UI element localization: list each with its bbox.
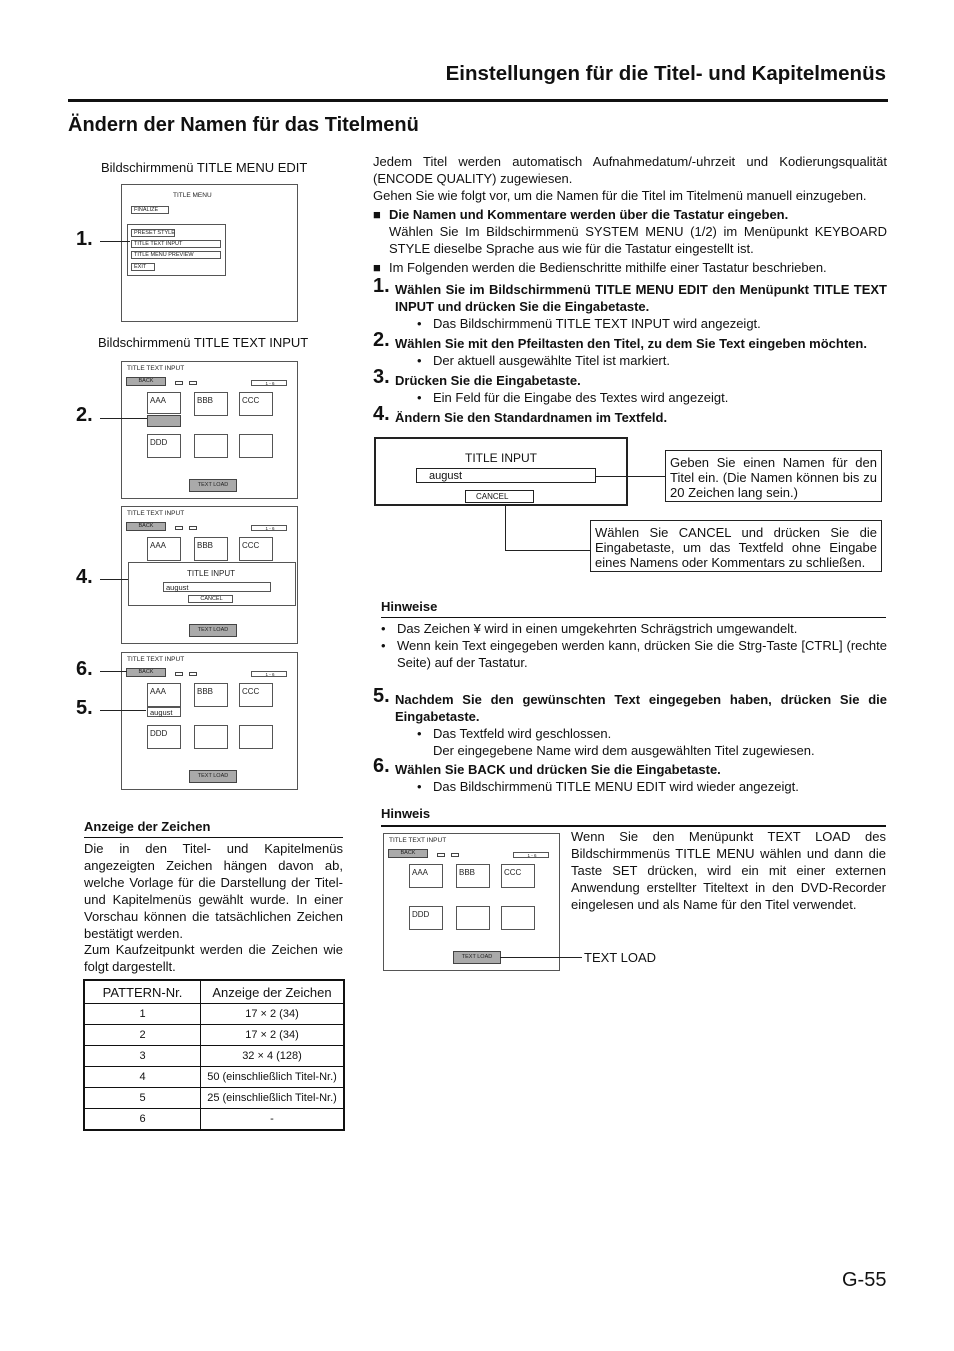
- table-cell: 5: [84, 1088, 201, 1109]
- screen-title: TITLE TEXT INPUT: [127, 656, 185, 663]
- hinweise-heading: Hinweise: [381, 599, 438, 614]
- step-sub: • Ein Feld für die Eingabe des Textes wird angezeigt.: [417, 390, 729, 405]
- step-number: 6.: [373, 755, 390, 777]
- finalize-item: FINALIZE: [131, 206, 169, 214]
- step-number: 4.: [373, 403, 390, 425]
- square-bullet-icon: ■: [373, 260, 381, 275]
- leader-line: [100, 671, 127, 672]
- back-button: BACK: [126, 377, 166, 386]
- table-cell: 25 (einschließlich Titel-Nr.): [201, 1088, 345, 1109]
- step-label-5: 5.: [76, 697, 93, 719]
- step-text: Nachdem Sie den gewünschten Text eingegeben haben, drücken Sie die Eingabetaste.: [395, 692, 887, 724]
- leader-line: [505, 550, 590, 551]
- icon: [189, 381, 197, 385]
- table-cell: 2: [84, 1025, 201, 1046]
- menu-list: [127, 224, 226, 276]
- text-load-button: TEXT LOAD: [189, 624, 237, 637]
- bullet-text: Im Folgenden werden die Bedienschritte mithilfe einer Tastatur beschrieben.: [389, 260, 827, 275]
- hinweis-item: • Wenn kein Text eingegeben werden kann, drücken Sie die Strg-Taste [CTRL] (rechte Seite) auf der Tastatur.: [381, 638, 887, 670]
- callout-cancel: Wählen Sie CANCEL und drücken Sie die Eingabetaste, um das Textfeld ohne Eingabe eines Namens oder Kommentars zu schließen.: [590, 520, 882, 572]
- icon: [437, 853, 445, 857]
- screen-title-text-input-5: [121, 652, 298, 790]
- leader-line: [500, 957, 582, 958]
- empty-cell: [501, 906, 535, 930]
- screen-title: TITLE TEXT INPUT: [127, 510, 185, 517]
- step-number: 5.: [373, 685, 390, 707]
- menu-item: EXIT: [131, 263, 155, 271]
- menu-item: TITLE TEXT INPUT: [131, 240, 221, 248]
- title-cell: AAA: [147, 537, 181, 561]
- hinweis-rule: [381, 825, 886, 827]
- title-cell: BBB: [456, 864, 490, 888]
- hinweis-heading: Hinweis: [381, 806, 431, 821]
- table-cell: 3: [84, 1046, 201, 1067]
- title-cell: AAA: [409, 864, 443, 888]
- title-name-field: august: [147, 707, 181, 717]
- chars-heading: Anzeige der Zeichen: [84, 819, 211, 834]
- title-cell: CCC: [239, 392, 273, 416]
- title-cell: BBB: [194, 537, 228, 561]
- leader-line: [596, 476, 665, 477]
- leader-line: [100, 710, 146, 711]
- title-cell: DDD: [147, 725, 181, 749]
- text-load-label: TEXT LOAD: [584, 950, 657, 965]
- diagram-title: TITLE INPUT: [464, 451, 537, 465]
- step-text: Ändern Sie den Standardnamen im Textfeld.: [395, 410, 668, 425]
- step-sub: • Das Bildschirmmenü TITLE MENU EDIT wird wieder angezeigt.: [417, 779, 799, 794]
- callout-name: Geben Sie einen Namen für den Titel ein. (Die Namen können bis zu 20 Zeichen lang sein.): [665, 450, 882, 502]
- empty-cell: [194, 725, 228, 749]
- table-row: [84, 1067, 344, 1088]
- step-label-4: 4.: [76, 566, 93, 588]
- header-rule: [68, 99, 888, 102]
- screen-text-load: [383, 833, 560, 971]
- empty-cell: [194, 434, 228, 458]
- step-text: Wählen Sie mit den Pfeiltasten den Titel, zu dem Sie Text eingeben möchten.: [395, 336, 867, 351]
- page-indicator: 1 - 6: [513, 852, 549, 858]
- table-cell: 1: [84, 1004, 201, 1025]
- icon: [189, 526, 197, 530]
- table-row: [84, 1004, 344, 1025]
- icon: [451, 853, 459, 857]
- leader-line: [100, 418, 147, 419]
- hinweis-text: Wenn Sie den Menüpunkt TEXT LOAD des Bildschirmmenüs TITLE MENU wählen und dann die Taste SET drücken, wird ein mit einer externen Anwendung erstellter Titeltext in den DVD-Recorder eingelesen und als Name für den Titel verwendet.: [571, 829, 886, 912]
- table-cell: -: [201, 1109, 345, 1131]
- table-row: [84, 1025, 344, 1046]
- empty-cell: [456, 906, 490, 930]
- screen-title: TITLE TEXT INPUT: [127, 365, 185, 372]
- intro-paragraph-2: Gehen Sie wie folgt vor, um die Namen für die Titel im Titelmenü manuell einzugeben.: [373, 188, 867, 203]
- step-label-2: 2.: [76, 404, 93, 426]
- page-number: G-55: [842, 1269, 887, 1291]
- table-cell: 4: [84, 1067, 201, 1088]
- step-sub: • Das Bildschirmmenü TITLE TEXT INPUT wird angezeigt.: [417, 316, 761, 331]
- table-row: [84, 1109, 344, 1131]
- icon: [175, 672, 183, 676]
- title-input-field: august: [416, 468, 596, 483]
- step-text: Wählen Sie BACK und drücken Sie die Eingabetaste.: [395, 762, 721, 777]
- bullet-steps-intro: [373, 259, 887, 276]
- title-cell: AAA: [147, 683, 181, 707]
- title-cell: BBB: [194, 683, 228, 707]
- empty-cell: [239, 725, 273, 749]
- bullet-bold: Die Namen und Kommentare werden über die Tastatur eingeben.: [389, 207, 789, 222]
- icon: [175, 381, 183, 385]
- step-sub: • Das Textfeld wird geschlossen. Der eingegebene Name wird dem ausgewählten Titel zugewiesen.: [417, 726, 815, 758]
- square-bullet-icon: ■: [373, 207, 381, 222]
- menu-item: TITLE MENU PREVIEW: [131, 251, 221, 259]
- cancel-button: CANCEL: [465, 490, 534, 503]
- bullet-text: Wählen Sie Im Bildschirmmenü SYSTEM MENU (1/2) im Menüpunkt KEYBOARD STYLE dieselbe Sprache aus wie für die Tastatur eingestellt ist.: [389, 224, 887, 256]
- text-load-button: TEXT LOAD: [189, 770, 237, 783]
- table-row: [84, 1046, 344, 1067]
- page-indicator: 1 - 6: [251, 671, 287, 677]
- leader-line: [505, 505, 506, 550]
- table-header: PATTERN-Nr.: [84, 980, 201, 1004]
- intro-paragraph-1: Jedem Titel werden automatisch Aufnahmedatum/-uhrzeit und Kodierungsqualität (ENCODE QUALITY) zugewiesen.: [373, 154, 887, 186]
- selection-bar: [147, 415, 181, 427]
- page-indicator: 1 - 6: [251, 525, 287, 531]
- caption-title-text-input: Bildschirmmenü TITLE TEXT INPUT: [98, 335, 309, 350]
- text-load-button: TEXT LOAD: [453, 951, 501, 964]
- page-indicator: 1 - 6: [251, 380, 287, 386]
- cancel-button: CANCEL: [188, 595, 233, 603]
- title-input-field: august: [163, 582, 271, 592]
- chars-text: Die in den Titel- und Kapitelmenüs angezeigten Zeichen hängen davon ab, welche Vorlage für die Darstellung der Titel- und Kapitelmenüs gewählt wurde. In einer Vorschau können die tatsächlichen Zeichen bestätigt werden.: [84, 841, 343, 941]
- title-cell: CCC: [501, 864, 535, 888]
- chapter-header: Einstellungen für die Titel- und Kapitelmenüs: [445, 62, 886, 85]
- step-text: Drücken Sie die Eingabetaste.: [395, 373, 581, 388]
- table-cell: 50 (einschließlich Titel-Nr.): [201, 1067, 345, 1088]
- table-row: [84, 1088, 344, 1109]
- title-cell: DDD: [409, 906, 443, 930]
- section-title: Ändern der Namen für das Titelmenü: [68, 114, 419, 136]
- table-header-row: [84, 980, 344, 1004]
- caption-title-menu-edit: Bildschirmmenü TITLE MENU EDIT: [101, 160, 308, 175]
- hinweise-rule: [381, 617, 886, 618]
- table-cell: 6: [84, 1109, 201, 1131]
- leader-line: [100, 241, 130, 242]
- pattern-table: [83, 979, 345, 1131]
- step-text: Wählen Sie im Bildschirmmenü TITLE MENU EDIT den Menüpunkt TITLE TEXT INPUT und drücken Sie die Eingabetaste.: [395, 282, 887, 314]
- step-label-1: 1.: [76, 228, 93, 250]
- icon: [189, 672, 197, 676]
- title-cell: BBB: [194, 392, 228, 416]
- icon: [175, 526, 183, 530]
- chars-text-2: Zum Kaufzeitpunkt werden die Zeichen wie folgt dargestellt.: [84, 942, 343, 974]
- table-cell: 17 × 2 (34): [201, 1004, 345, 1025]
- text-load-button: TEXT LOAD: [189, 479, 237, 492]
- step-sub: • Der aktuell ausgewählte Titel ist markiert.: [417, 353, 670, 368]
- menu-item: PRESET STYLE: [131, 229, 175, 237]
- step-number: 2.: [373, 329, 390, 351]
- chars-heading-rule: [84, 837, 343, 838]
- title-cell: CCC: [239, 683, 273, 707]
- title-input-popup: [128, 562, 296, 606]
- title-input-diagram: [374, 437, 628, 506]
- screen-title-menu-edit: [121, 184, 298, 322]
- step-number: 3.: [373, 366, 390, 388]
- table-header: Anzeige der Zeichen: [201, 980, 345, 1004]
- hinweis-item: • Das Zeichen ¥ wird in einen umgekehrten Schrägstrich umgewandelt.: [381, 621, 798, 636]
- title-cell: CCC: [239, 537, 273, 561]
- step-label-6: 6.: [76, 658, 93, 680]
- title-cell: DDD: [147, 434, 181, 458]
- empty-cell: [239, 434, 273, 458]
- table-cell: 32 × 4 (128): [201, 1046, 345, 1067]
- step-number: 1.: [373, 275, 390, 297]
- table-cell: 17 × 2 (34): [201, 1025, 345, 1046]
- screen-title-text-input-2: [121, 361, 298, 499]
- screen-title: TITLE MENU: [173, 192, 212, 199]
- screen-title: TITLE TEXT INPUT: [389, 837, 447, 844]
- back-button: BACK: [126, 522, 166, 531]
- title-cell: AAA: [147, 392, 181, 414]
- popup-title: TITLE INPUT: [187, 569, 236, 578]
- back-button: BACK: [126, 668, 166, 677]
- leader-line: [100, 579, 128, 580]
- back-button: BACK: [388, 849, 428, 858]
- bullet-keyboard: [373, 206, 887, 257]
- screen-title-text-input-4: [121, 506, 298, 644]
